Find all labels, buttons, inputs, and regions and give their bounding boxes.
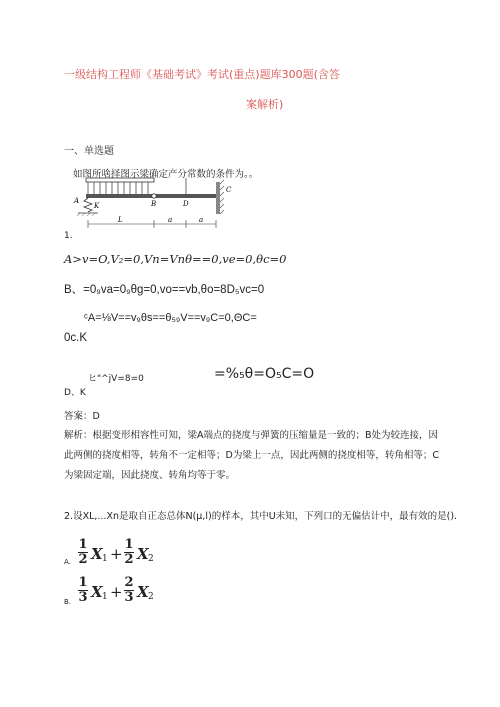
q1-option-d-small: ヒ"^jV=8=0 <box>88 374 144 384</box>
q1-stem: 如图所啥择图示梁确定产分常数的条件为。。 <box>73 169 259 180</box>
q2-a-sub2: 2 <box>148 554 154 564</box>
dim-a2: a <box>199 216 204 224</box>
q2-a-frac1-num: 1 <box>78 537 88 552</box>
q2-a-frac1-den: 2 <box>78 552 88 567</box>
hinge-b <box>152 194 156 198</box>
label-a: A <box>74 197 80 205</box>
q1-option-d-big: =%₅θ=O₅C=O <box>214 366 315 382</box>
label-k: K <box>94 202 100 210</box>
doc-title-line1: 一级结构工程师《基础考试》考试(重点)题库300题(含答 <box>64 68 340 81</box>
q2-a-x2: X <box>137 545 149 563</box>
q2-b-frac2-num: 2 <box>124 575 134 590</box>
q2-b-x1: X <box>91 583 103 601</box>
dim-l: L <box>118 216 123 224</box>
distributed-load-bar <box>86 178 154 182</box>
q1-analysis: 解析：根据变形相容性可知，梁A端点的挠度与弹簧的压缩量是一致的；B处为较连接，因此两侧的挠度相等，转角不一定相等；D为梁上一点，因此两侧的挠度相等，转角相等；C为梁固定端，因此挠度、转角均等于零。 <box>64 430 439 481</box>
q2-b-sub2: 2 <box>148 592 154 602</box>
spring <box>84 198 92 212</box>
fixed-wall <box>216 182 220 214</box>
q2-a-frac2-num: 1 <box>124 537 134 552</box>
q2-a-sub1: 1 <box>102 554 108 564</box>
q2-b-frac2 <box>124 576 134 605</box>
q2-option-b <box>64 576 174 610</box>
label-c: C <box>226 186 232 194</box>
q2-stem: 2.设XL,...Xn是取自正态总体N(μ,l)的样本，其中U未知，下列口的无偏估计中，最有效的是(). <box>64 511 458 522</box>
q1-number: 1. <box>64 231 73 241</box>
doc-title-line2: 案解析) <box>246 98 284 111</box>
beam-figure <box>60 176 240 238</box>
q2-b-sub1: 1 <box>102 592 108 602</box>
q2-b-plus: + <box>110 583 123 601</box>
label-b: B <box>151 200 157 208</box>
q2-option-a-label: A. <box>64 558 71 566</box>
q2-a-frac2 <box>124 538 134 567</box>
q1-option-d-label: D、K <box>64 388 86 398</box>
q2-b-frac1-den: 3 <box>78 590 88 605</box>
q2-option-b-label: B. <box>64 598 72 606</box>
label-d: D <box>183 200 189 208</box>
q1-option-c-line2: 0c.K <box>64 332 88 344</box>
q2-option-a <box>64 538 174 572</box>
q1-option-a: A>v=O,V₂=0,Vn=Vnθ==0,ve=0,θc=0 <box>64 252 287 266</box>
q2-b-x2: X <box>137 583 149 601</box>
q2-b-frac2-den: 3 <box>124 590 134 605</box>
beam <box>86 194 216 198</box>
q2-a-x1: X <box>91 545 103 563</box>
load-arrows <box>88 182 148 194</box>
q2-a-frac2-den: 2 <box>124 552 134 567</box>
q1-option-b: B、=0₉va=0₉θg=0,vo==vb,θo=8D₅vc=0 <box>64 284 265 296</box>
dim-a1: a <box>168 216 173 224</box>
q2-a-plus: + <box>110 545 123 563</box>
q2-b-frac1 <box>78 576 88 605</box>
q2-a-frac1 <box>78 538 88 567</box>
q1-answer: 答案：D <box>64 411 100 422</box>
section-heading: 一、单选题 <box>64 146 114 157</box>
q2-b-frac1-num: 1 <box>78 575 88 590</box>
q1-option-c-line1: ᶜA=⅛V==v₉θs==θ₅₉V==v₉C=0,ΘC= <box>84 312 257 324</box>
